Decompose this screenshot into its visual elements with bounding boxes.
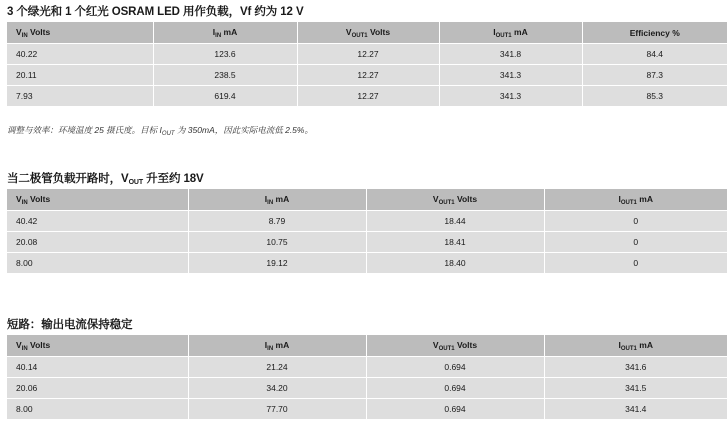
table-cell: 8.00 — [7, 399, 188, 420]
table-cell: 12.27 — [297, 44, 439, 65]
table-cell: 85.3 — [582, 86, 727, 107]
table-cell: 20.08 — [7, 232, 188, 253]
section2-title-sub: OUT — [128, 179, 144, 186]
column-header: $V_{IN}$ Volts — [7, 335, 188, 357]
section1-title: 3 个绿光和 1 个红光 OSRAM LED 用作负载，Vf 约为 12 V — [7, 6, 304, 18]
table-cell: 7.93 — [7, 86, 153, 107]
table-cell: 341.3 — [439, 65, 582, 86]
table-row — [7, 378, 727, 399]
table-cell: 0 — [544, 253, 727, 274]
section2-title-pre: 当二极管负载开路时，V — [7, 173, 129, 185]
table-cell: 12.27 — [297, 65, 439, 86]
column-header: $V_{IN}$ Volts — [7, 189, 188, 211]
column-header: $I_{OUT1}$ mA — [544, 335, 727, 357]
table-cell: 21.24 — [188, 357, 366, 378]
table-row — [7, 232, 727, 253]
table-header-row — [7, 335, 727, 357]
table-cell: 0.694 — [366, 378, 544, 399]
table-cell: 20.06 — [7, 378, 188, 399]
table-row — [7, 399, 727, 420]
table-cell: 40.22 — [7, 44, 153, 65]
table-cell: 0 — [544, 232, 727, 253]
column-header: $I_{OUT1}$ mA — [544, 189, 727, 211]
section2-title — [7, 172, 204, 190]
column-header: $V_{OUT1}$ Volts — [366, 189, 544, 211]
table-cell: 341.6 — [544, 357, 727, 378]
table-row — [7, 65, 727, 86]
column-header: $I_{OUT1}$ mA — [439, 22, 582, 44]
table-cell: 18.40 — [366, 253, 544, 274]
table-cell: 0.694 — [366, 399, 544, 420]
adjustment-note — [7, 124, 313, 137]
table-cell: 77.70 — [188, 399, 366, 420]
note-text-post: 为 350mA，因此实际电流低 2.5%。 — [174, 125, 313, 135]
section3-title: 短路：输出电流保持稳定 — [7, 319, 133, 331]
table-cell: 123.6 — [153, 44, 297, 65]
column-header: $V_{IN}$ Volts — [7, 22, 153, 44]
table-row — [7, 44, 727, 65]
short-circuit-table — [7, 335, 727, 420]
table-row — [7, 86, 727, 107]
table-row — [7, 211, 727, 232]
table-cell: 341.3 — [439, 86, 582, 107]
table-cell: 34.20 — [188, 378, 366, 399]
table-cell: 40.42 — [7, 211, 188, 232]
column-header: $V_{OUT1}$ Volts — [297, 22, 439, 44]
table-header-row — [7, 189, 727, 211]
table-row — [7, 253, 727, 274]
column-header: $V_{OUT1}$ Volts — [366, 335, 544, 357]
open-load-table — [7, 189, 727, 274]
column-header: $I_{IN}$ mA — [188, 189, 366, 211]
table-cell: 84.4 — [582, 44, 727, 65]
table-cell: 341.5 — [544, 378, 727, 399]
table-header-row — [7, 22, 727, 44]
table-cell: 619.4 — [153, 86, 297, 107]
table-cell: 8.79 — [188, 211, 366, 232]
table-cell: 238.5 — [153, 65, 297, 86]
table-cell: 40.14 — [7, 357, 188, 378]
section2-title-post: 升至约 18V — [143, 173, 204, 185]
table-cell: 19.12 — [188, 253, 366, 274]
table-cell: 12.27 — [297, 86, 439, 107]
table-cell: 0.694 — [366, 357, 544, 378]
table-cell: 341.8 — [439, 44, 582, 65]
note-text-sub: OUT — [161, 131, 175, 137]
note-text-pre: 调整与效率：环境温度 25 摄氏度。目标 I — [7, 125, 162, 135]
table-row — [7, 357, 727, 378]
column-header: $I_{IN}$ mA — [153, 22, 297, 44]
table-cell: 18.41 — [366, 232, 544, 253]
table-cell: 18.44 — [366, 211, 544, 232]
column-header: Efficiency % — [582, 22, 727, 44]
table-cell: 341.4 — [544, 399, 727, 420]
table-cell: 8.00 — [7, 253, 188, 274]
table-cell: 0 — [544, 211, 727, 232]
efficiency-table — [7, 22, 727, 107]
table-cell: 87.3 — [582, 65, 727, 86]
table-cell: 20.11 — [7, 65, 153, 86]
column-header: $I_{IN}$ mA — [188, 335, 366, 357]
table-cell: 10.75 — [188, 232, 366, 253]
